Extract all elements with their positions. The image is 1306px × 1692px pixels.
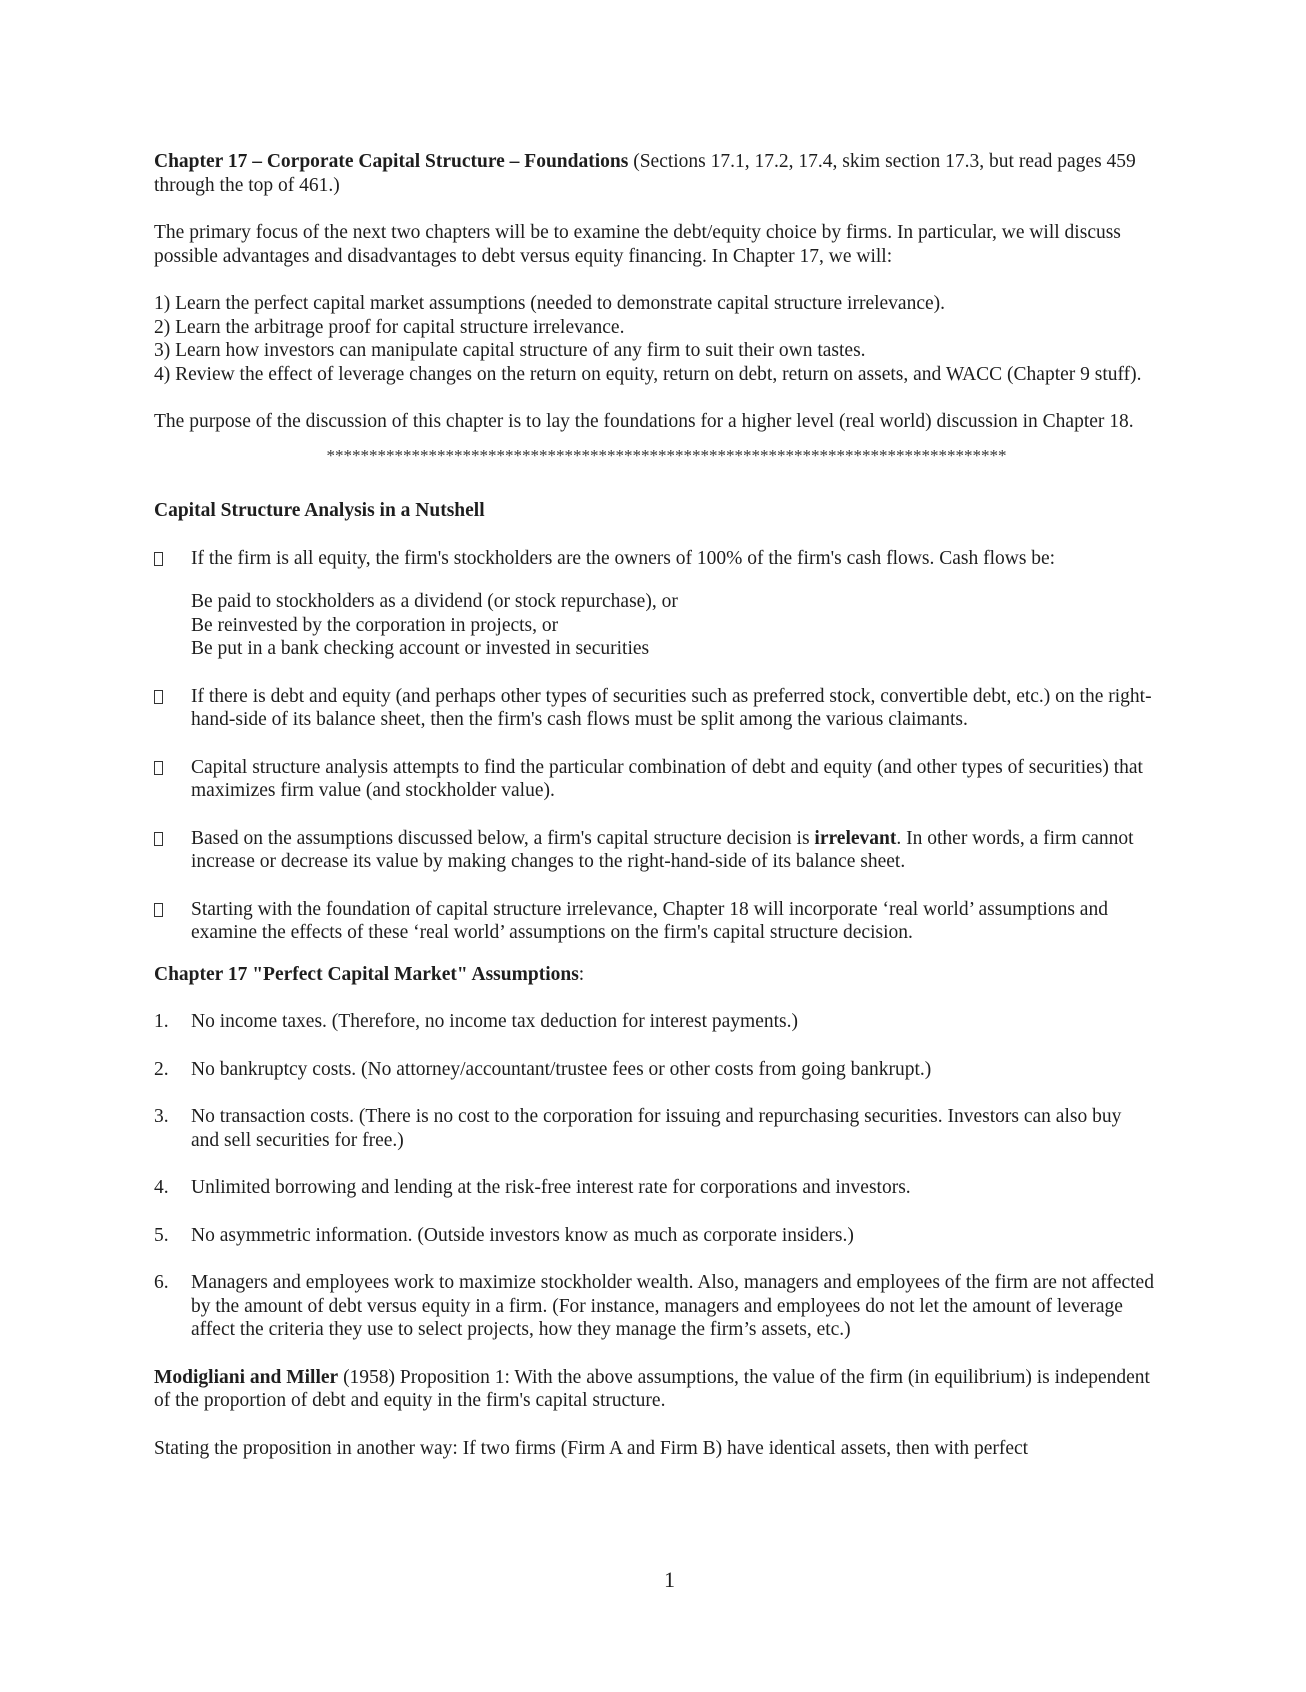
page-number: 1 xyxy=(664,1567,675,1592)
cash-flow-use: Be reinvested by the corporation in projects, or xyxy=(191,614,559,636)
assumption-number: 6. xyxy=(154,1272,169,1293)
proposition-restatement: Stating the proposition in another way: If two firms (Firm A and Firm B) have identical assets, then with perfect xyxy=(154,1437,1029,1459)
bullet-box-icon xyxy=(154,903,163,917)
goals-list xyxy=(154,292,1154,386)
chapter-sections-note: (Sections 17.1, 17.2, 17.4, skim section 17.3, but read pages 459 through the top of 461.) xyxy=(154,151,1136,196)
assumption-number: 5. xyxy=(154,1224,169,1246)
assumption-item xyxy=(154,1271,1154,1342)
document-page xyxy=(154,150,1154,1460)
assumption-item xyxy=(154,1010,1154,1034)
bullet-item xyxy=(154,827,1154,874)
assumption-number: 2. xyxy=(154,1058,169,1080)
assumption-item xyxy=(154,1176,1154,1200)
nutshell-heading-text: Capital Structure Analysis in a Nutshell xyxy=(154,500,485,521)
assumption-text: No asymmetric information. (Outside investors know as much as corporate insiders.) xyxy=(191,1224,854,1246)
assumption-text: Managers and employees work to maximize stockholder wealth. Also, managers and employees of the firm are not affected by the amount of debt versus equity in a firm. (For instance, managers and employees do not let the amount of leverage affect the criteria they use to select projects, how they manage the firm’s assets, etc.) xyxy=(191,1272,1154,1340)
cash-flow-use: Be put in a bank checking account or invested in securities xyxy=(191,638,650,659)
assumption-item xyxy=(154,1105,1154,1152)
assumption-text: No transaction costs. (There is no cost to the corporation for issuing and repurchasing securities. Investors can also buy and sell securities for free.) xyxy=(191,1106,1122,1151)
bullet-text: If the firm is all equity, the firm's stockholders are the owners of 100% of the firm's cash flows. Cash flows be: xyxy=(191,547,1056,569)
assumption-text: No income taxes. (Therefore, no income tax deduction for interest payments.) xyxy=(191,1011,798,1032)
assumption-item xyxy=(154,1058,1154,1082)
assumption-number: 1. xyxy=(154,1011,169,1032)
assumptions-heading-text: Chapter 17 "Perfect Capital Market" Assumptions xyxy=(154,963,579,985)
irrelevant-emphasis: irrelevant xyxy=(814,827,897,849)
assumption-item xyxy=(154,1224,1154,1248)
bullet-item xyxy=(154,898,1154,945)
purpose-paragraph: The purpose of the discussion of this chapter is to lay the foundations for a higher level (real world) discussion in Chapter 18. xyxy=(154,411,1134,432)
bullet-item xyxy=(154,685,1154,732)
nutshell-heading xyxy=(154,499,1154,523)
assumption-text: No bankruptcy costs. (No attorney/accountant/trustee fees or other costs from going bankrupt.) xyxy=(191,1058,932,1080)
separator-line: ******************************************************************************** xyxy=(326,445,1007,465)
bullet-text xyxy=(191,828,1134,873)
bullet-text-part: . In other words, a firm cannot increase or decrease its value by making changes to the right-hand-side of its balance sheet. xyxy=(191,827,1134,872)
intro-paragraph: The primary focus of the next two chapters will be to examine the debt/equity choice by firms. In particular, we will discuss possible advantages and disadvantages to debt versus equity financing. In Chapter 17, we will: xyxy=(154,222,1121,267)
chapter-heading: Chapter 17 – Corporate Capital Structure – Foundations xyxy=(154,151,629,172)
bullet-box-icon xyxy=(154,690,163,704)
cash-flow-use: Be paid to stockholders as a dividend (or stock repurchase), or xyxy=(191,591,678,612)
assumptions-heading xyxy=(154,963,1154,987)
assumption-number: 3. xyxy=(154,1106,169,1127)
bullet-text-part: Based on the assumptions discussed below, a firm's capital structure decision is xyxy=(191,827,815,849)
mm-proposition xyxy=(154,1366,1154,1413)
assumptions-heading-colon: : xyxy=(578,963,585,985)
bullet-text: Starting with the foundation of capital structure irrelevance, Chapter 18 will incorporate ‘real world’ assumptions and examine the effects of these ‘real world’ assumptions on the firm's capital structure decision. xyxy=(191,898,1108,943)
cash-flow-uses xyxy=(154,590,1154,661)
assumption-number: 4. xyxy=(154,1177,169,1198)
bullet-item xyxy=(154,756,1154,803)
goal-item: 4) Review the effect of leverage changes on the return on equity, return on debt, return on assets, and WACC (Chapter 9 stuff). xyxy=(154,363,1142,385)
mm-authors: Modigliani and Miller xyxy=(154,1366,339,1388)
bullet-text: Capital structure analysis attempts to find the particular combination of debt and equity (and other types of securities) that maximizes firm value (and stockholder value). xyxy=(191,756,1143,801)
bullet-box-icon xyxy=(154,761,163,775)
goal-item: 3) Learn how investors can manipulate capital structure of any firm to suit their own tastes. xyxy=(154,340,866,361)
bullet-box-icon xyxy=(154,832,163,846)
page-footer xyxy=(0,1568,1306,1592)
chapter-title xyxy=(154,150,1154,197)
mm-text: (1958) Proposition 1: With the above assumptions, the value of the firm (in equilibrium) is independent of the proportion of debt and equity in the firm's capital structure. xyxy=(154,1366,1150,1411)
bullet-item xyxy=(154,547,1154,571)
goal-item: 2) Learn the arbitrage proof for capital structure irrelevance. xyxy=(154,316,625,338)
assumption-text: Unlimited borrowing and lending at the risk-free interest rate for corporations and investors. xyxy=(191,1177,911,1198)
bullet-text: If there is debt and equity (and perhaps other types of securities such as preferred stock, convertible debt, etc.) on the right-hand-side of its balance sheet, then the firm's cash flows must be split among the various claimants. xyxy=(191,685,1152,730)
bullet-box-icon xyxy=(154,552,163,566)
goal-item: 1) Learn the perfect capital market assumptions (needed to demonstrate capital structure irrelevance). xyxy=(154,293,946,314)
